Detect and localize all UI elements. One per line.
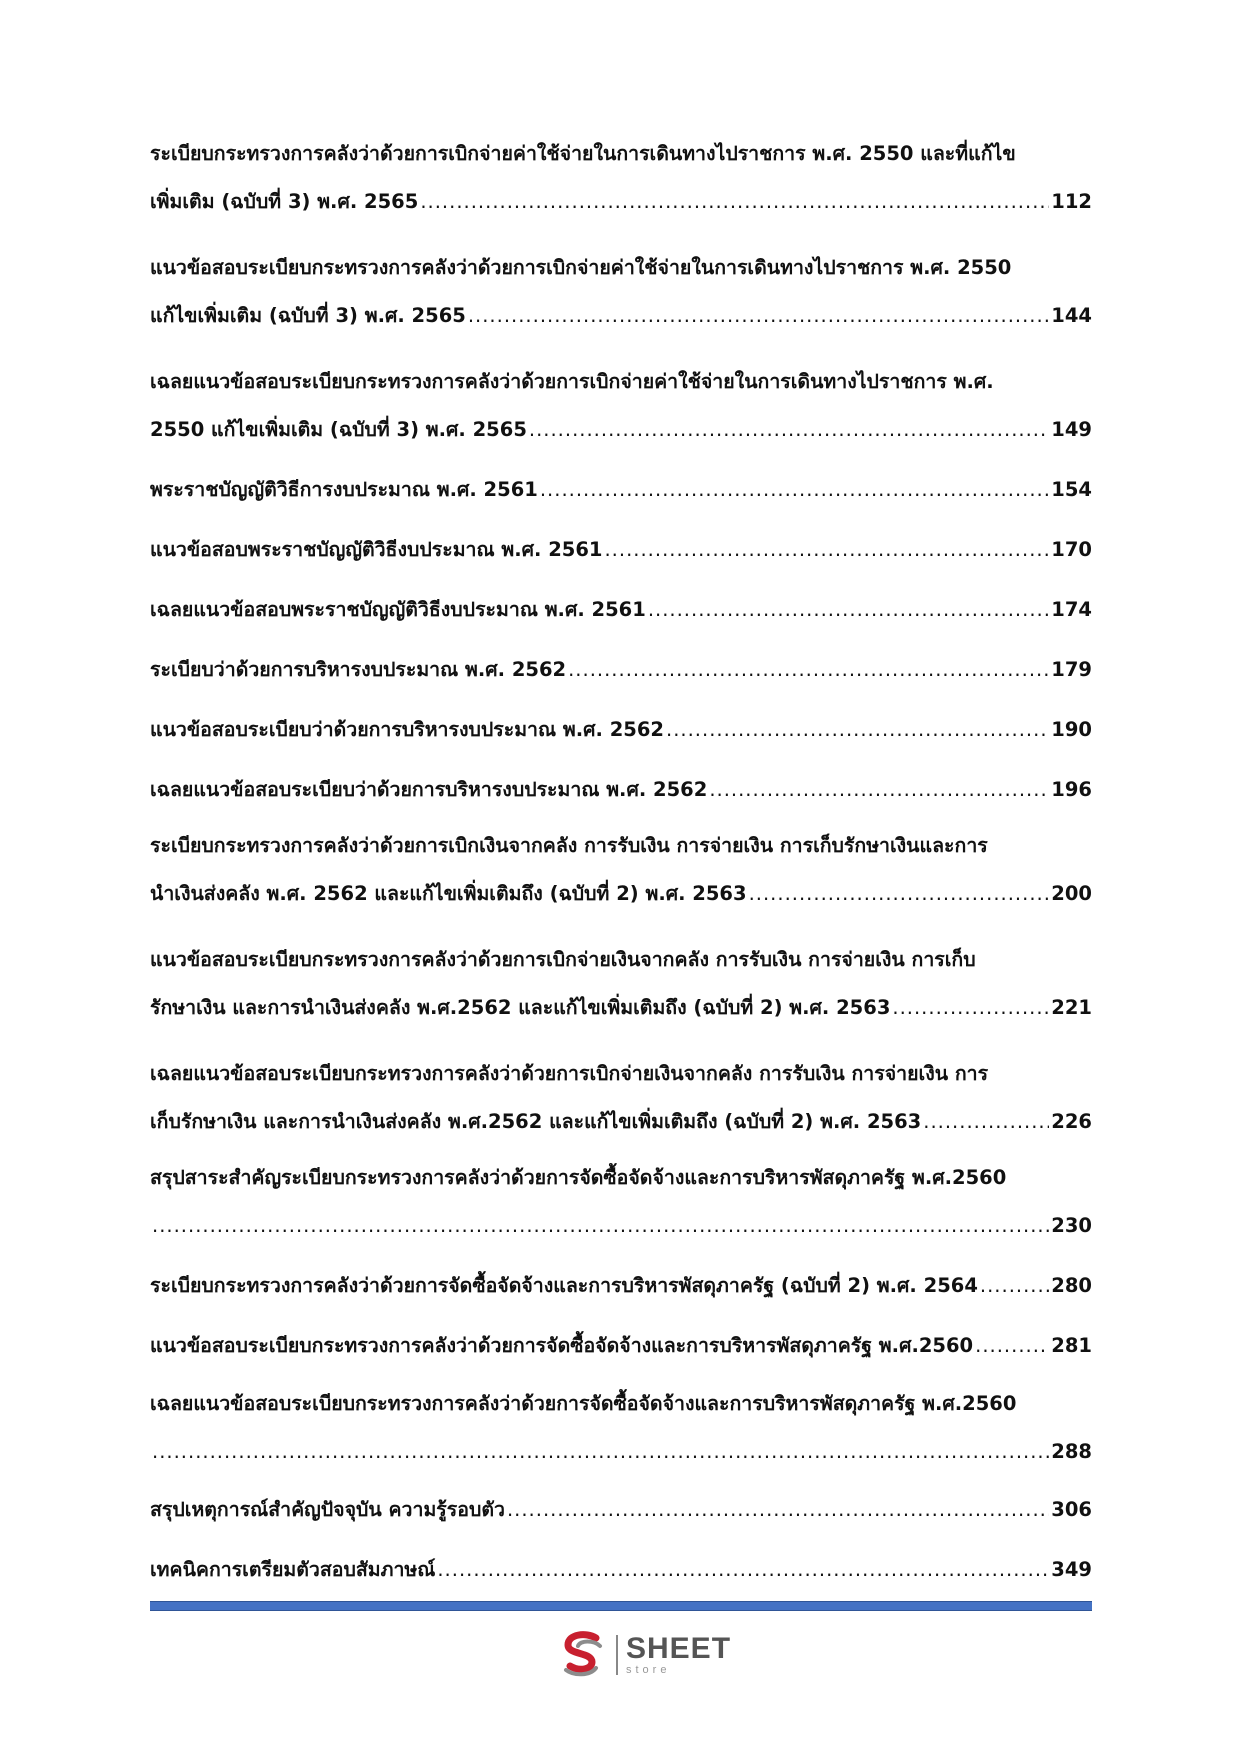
toc-entry-13-line1: สรุปสาระสำคัญระเบียบกระทรวงการคลังว่าด้วยการจัดซื้อจัดจ้างและการบริหารพัสดุภาครัฐ พ.ศ.2560 xyxy=(150,1166,1007,1189)
logo-wordmark: SHEET xyxy=(626,1632,732,1665)
toc-entry-title: เทคนิคการเตรียมตัวสอบสัมภาษณ์ xyxy=(150,1558,436,1581)
toc-page-number: 221 xyxy=(1051,996,1092,1019)
toc-entry-title: เพิ่มเติม (ฉบับที่ 3) พ.ศ. 2565 xyxy=(150,190,419,213)
toc-entry-2-line2[interactable] xyxy=(150,296,1092,336)
toc-entry-title: พระราชบัญญัติวิธีการงบประมาณ พ.ศ. 2561 xyxy=(150,478,538,501)
dot-leader xyxy=(648,590,1049,630)
dot-leader xyxy=(980,1266,1049,1306)
dot-leader xyxy=(437,1550,1049,1590)
toc-page-number: 112 xyxy=(1051,190,1092,213)
toc-entry-1-line2[interactable] xyxy=(150,182,1092,222)
dot-leader xyxy=(892,988,1049,1028)
toc-entry-1-line1: ระเบียบกระทรวงการคลังว่าด้วยการเบิกจ่ายค่าใช้จ่ายในการเดินทางไปราชการ พ.ศ. 2550 และที่แก้ไข xyxy=(150,142,1016,165)
toc-entry-title: เก็บรักษาเงิน และการนำเงินส่งคลัง พ.ศ.2562 และแก้ไขเพิ่มเติมถึง (ฉบับที่ 2) พ.ศ. 2563 xyxy=(150,1110,922,1133)
toc-entry-12-line2[interactable] xyxy=(150,1102,1092,1142)
toc-entry-9[interactable] xyxy=(150,770,1092,810)
toc-entry-title: สรุปเหตุการณ์สำคัญปัจจุบัน ความรู้รอบตัว xyxy=(150,1498,505,1521)
toc-entry-13-line2[interactable] xyxy=(150,1206,1092,1246)
toc-entry-title: แนวข้อสอบระเบียบกระทรวงการคลังว่าด้วยการจัดซื้อจัดจ้างและการบริหารพัสดุภาครัฐ พ.ศ.2560 xyxy=(150,1334,974,1357)
toc-entry-16-line2[interactable] xyxy=(150,1432,1092,1472)
toc-entry-7[interactable] xyxy=(150,650,1092,690)
toc-page-number: 179 xyxy=(1051,658,1092,681)
toc-entry-17[interactable] xyxy=(150,1490,1092,1530)
toc-page-number: 154 xyxy=(1051,478,1092,501)
toc-entry-8[interactable] xyxy=(150,710,1092,750)
toc-entry-title: ระเบียบว่าด้วยการบริหารงบประมาณ พ.ศ. 2562 xyxy=(150,658,567,681)
toc-entry-10-line2[interactable] xyxy=(150,874,1092,914)
dot-leader xyxy=(709,770,1049,810)
dot-leader xyxy=(152,1206,1049,1246)
toc-page-number: 230 xyxy=(1051,1214,1092,1237)
toc-entry-title: 2550 แก้ไขเพิ่มเติม (ฉบับที่ 3) พ.ศ. 2565 xyxy=(150,418,527,441)
toc-page-number: 306 xyxy=(1051,1498,1092,1521)
toc-page-number: 288 xyxy=(1051,1440,1092,1463)
toc-entry-4[interactable] xyxy=(150,470,1092,510)
dot-leader xyxy=(468,296,1049,336)
toc-page-number: 149 xyxy=(1051,418,1092,441)
toc-entry-2-line1: แนวข้อสอบระเบียบกระทรวงการคลังว่าด้วยการเบิกจ่ายค่าใช้จ่ายในการเดินทางไปราชการ พ.ศ. 2550 xyxy=(150,256,1012,279)
toc-page-number: 280 xyxy=(1051,1274,1092,1297)
dot-leader xyxy=(975,1326,1049,1366)
dot-leader xyxy=(420,182,1049,222)
toc-page-number: 200 xyxy=(1051,882,1092,905)
toc-entry-title: รักษาเงิน และการนำเงินส่งคลัง พ.ศ.2562 และแก้ไขเพิ่มเติมถึง (ฉบับที่ 2) พ.ศ. 2563 xyxy=(150,996,891,1019)
logo-separator xyxy=(616,1635,618,1675)
dot-leader xyxy=(923,1102,1049,1142)
logo-subtext: store xyxy=(626,1664,671,1676)
toc-entry-3-line2[interactable] xyxy=(150,410,1092,450)
footer-rule xyxy=(150,1601,1092,1611)
dot-leader xyxy=(540,470,1049,510)
toc-entry-3-line1: เฉลยแนวข้อสอบระเบียบกระทรวงการคลังว่าด้วยการเบิกจ่ายค่าใช้จ่ายในการเดินทางไปราชการ พ.ศ. xyxy=(150,370,994,393)
toc-entry-title: เฉลยแนวข้อสอบระเบียบว่าด้วยการบริหารงบประมาณ พ.ศ. 2562 xyxy=(150,778,708,801)
toc-entry-title: เฉลยแนวข้อสอบพระราชบัญญัติวิธีงบประมาณ พ.ศ. 2561 xyxy=(150,598,646,621)
dot-leader xyxy=(529,410,1049,450)
toc-page-number: 196 xyxy=(1051,778,1092,801)
sheet-store-logo xyxy=(556,1628,736,1682)
toc-entry-11-line1: แนวข้อสอบระเบียบกระทรวงการคลังว่าด้วยการเบิกจ่ายเงินจากคลัง การรับเงิน การจ่ายเงิน การเก็บ xyxy=(150,948,976,971)
toc-entry-12-line1: เฉลยแนวข้อสอบระเบียบกระทรวงการคลังว่าด้วยการเบิกจ่ายเงินจากคลัง การรับเงิน การจ่ายเงิน การ xyxy=(150,1062,989,1085)
dot-leader xyxy=(568,650,1049,690)
toc-page-number: 349 xyxy=(1051,1558,1092,1581)
dot-leader xyxy=(604,530,1049,570)
logo-text xyxy=(626,1634,731,1676)
toc-page-number: 144 xyxy=(1051,304,1092,327)
dot-leader xyxy=(666,710,1049,750)
toc-page-number: 281 xyxy=(1051,1334,1092,1357)
toc-entry-16-line1: เฉลยแนวข้อสอบระเบียบกระทรวงการคลังว่าด้วยการจัดซื้อจัดจ้างและการบริหารพัสดุภาครัฐ พ.ศ.2560 xyxy=(150,1392,1017,1415)
sheet-s-logo-icon xyxy=(556,1628,610,1682)
toc-entry-title: นำเงินส่งคลัง พ.ศ. 2562 และแก้ไขเพิ่มเติมถึง (ฉบับที่ 2) พ.ศ. 2563 xyxy=(150,882,747,905)
dot-leader xyxy=(507,1490,1049,1530)
toc-entry-6[interactable] xyxy=(150,590,1092,630)
toc-page-number: 226 xyxy=(1051,1110,1092,1133)
toc-entry-15[interactable] xyxy=(150,1326,1092,1366)
toc-page-number: 170 xyxy=(1051,538,1092,561)
toc-entry-5[interactable] xyxy=(150,530,1092,570)
toc-entry-title: ระเบียบกระทรวงการคลังว่าด้วยการจัดซื้อจัดจ้างและการบริหารพัสดุภาครัฐ (ฉบับที่ 2) พ.ศ. 2564 xyxy=(150,1274,978,1297)
toc-page-number: 174 xyxy=(1051,598,1092,621)
toc-entry-title: แนวข้อสอบระเบียบว่าด้วยการบริหารงบประมาณ พ.ศ. 2562 xyxy=(150,718,664,741)
toc-entry-title: แก้ไขเพิ่มเติม (ฉบับที่ 3) พ.ศ. 2565 xyxy=(150,304,466,327)
toc-entry-11-line2[interactable] xyxy=(150,988,1092,1028)
toc-entry-14[interactable] xyxy=(150,1266,1092,1306)
toc-entry-title: แนวข้อสอบพระราชบัญญัติวิธีงบประมาณ พ.ศ. 2561 xyxy=(150,538,603,561)
toc-entry-10-line1: ระเบียบกระทรวงการคลังว่าด้วยการเบิกเงินจากคลัง การรับเงิน การจ่ายเงิน การเก็บรักษาเงินและการ xyxy=(150,834,988,857)
dot-leader xyxy=(749,874,1050,914)
toc-page-number: 190 xyxy=(1051,718,1092,741)
toc-entry-18[interactable] xyxy=(150,1550,1092,1590)
dot-leader xyxy=(152,1432,1049,1472)
